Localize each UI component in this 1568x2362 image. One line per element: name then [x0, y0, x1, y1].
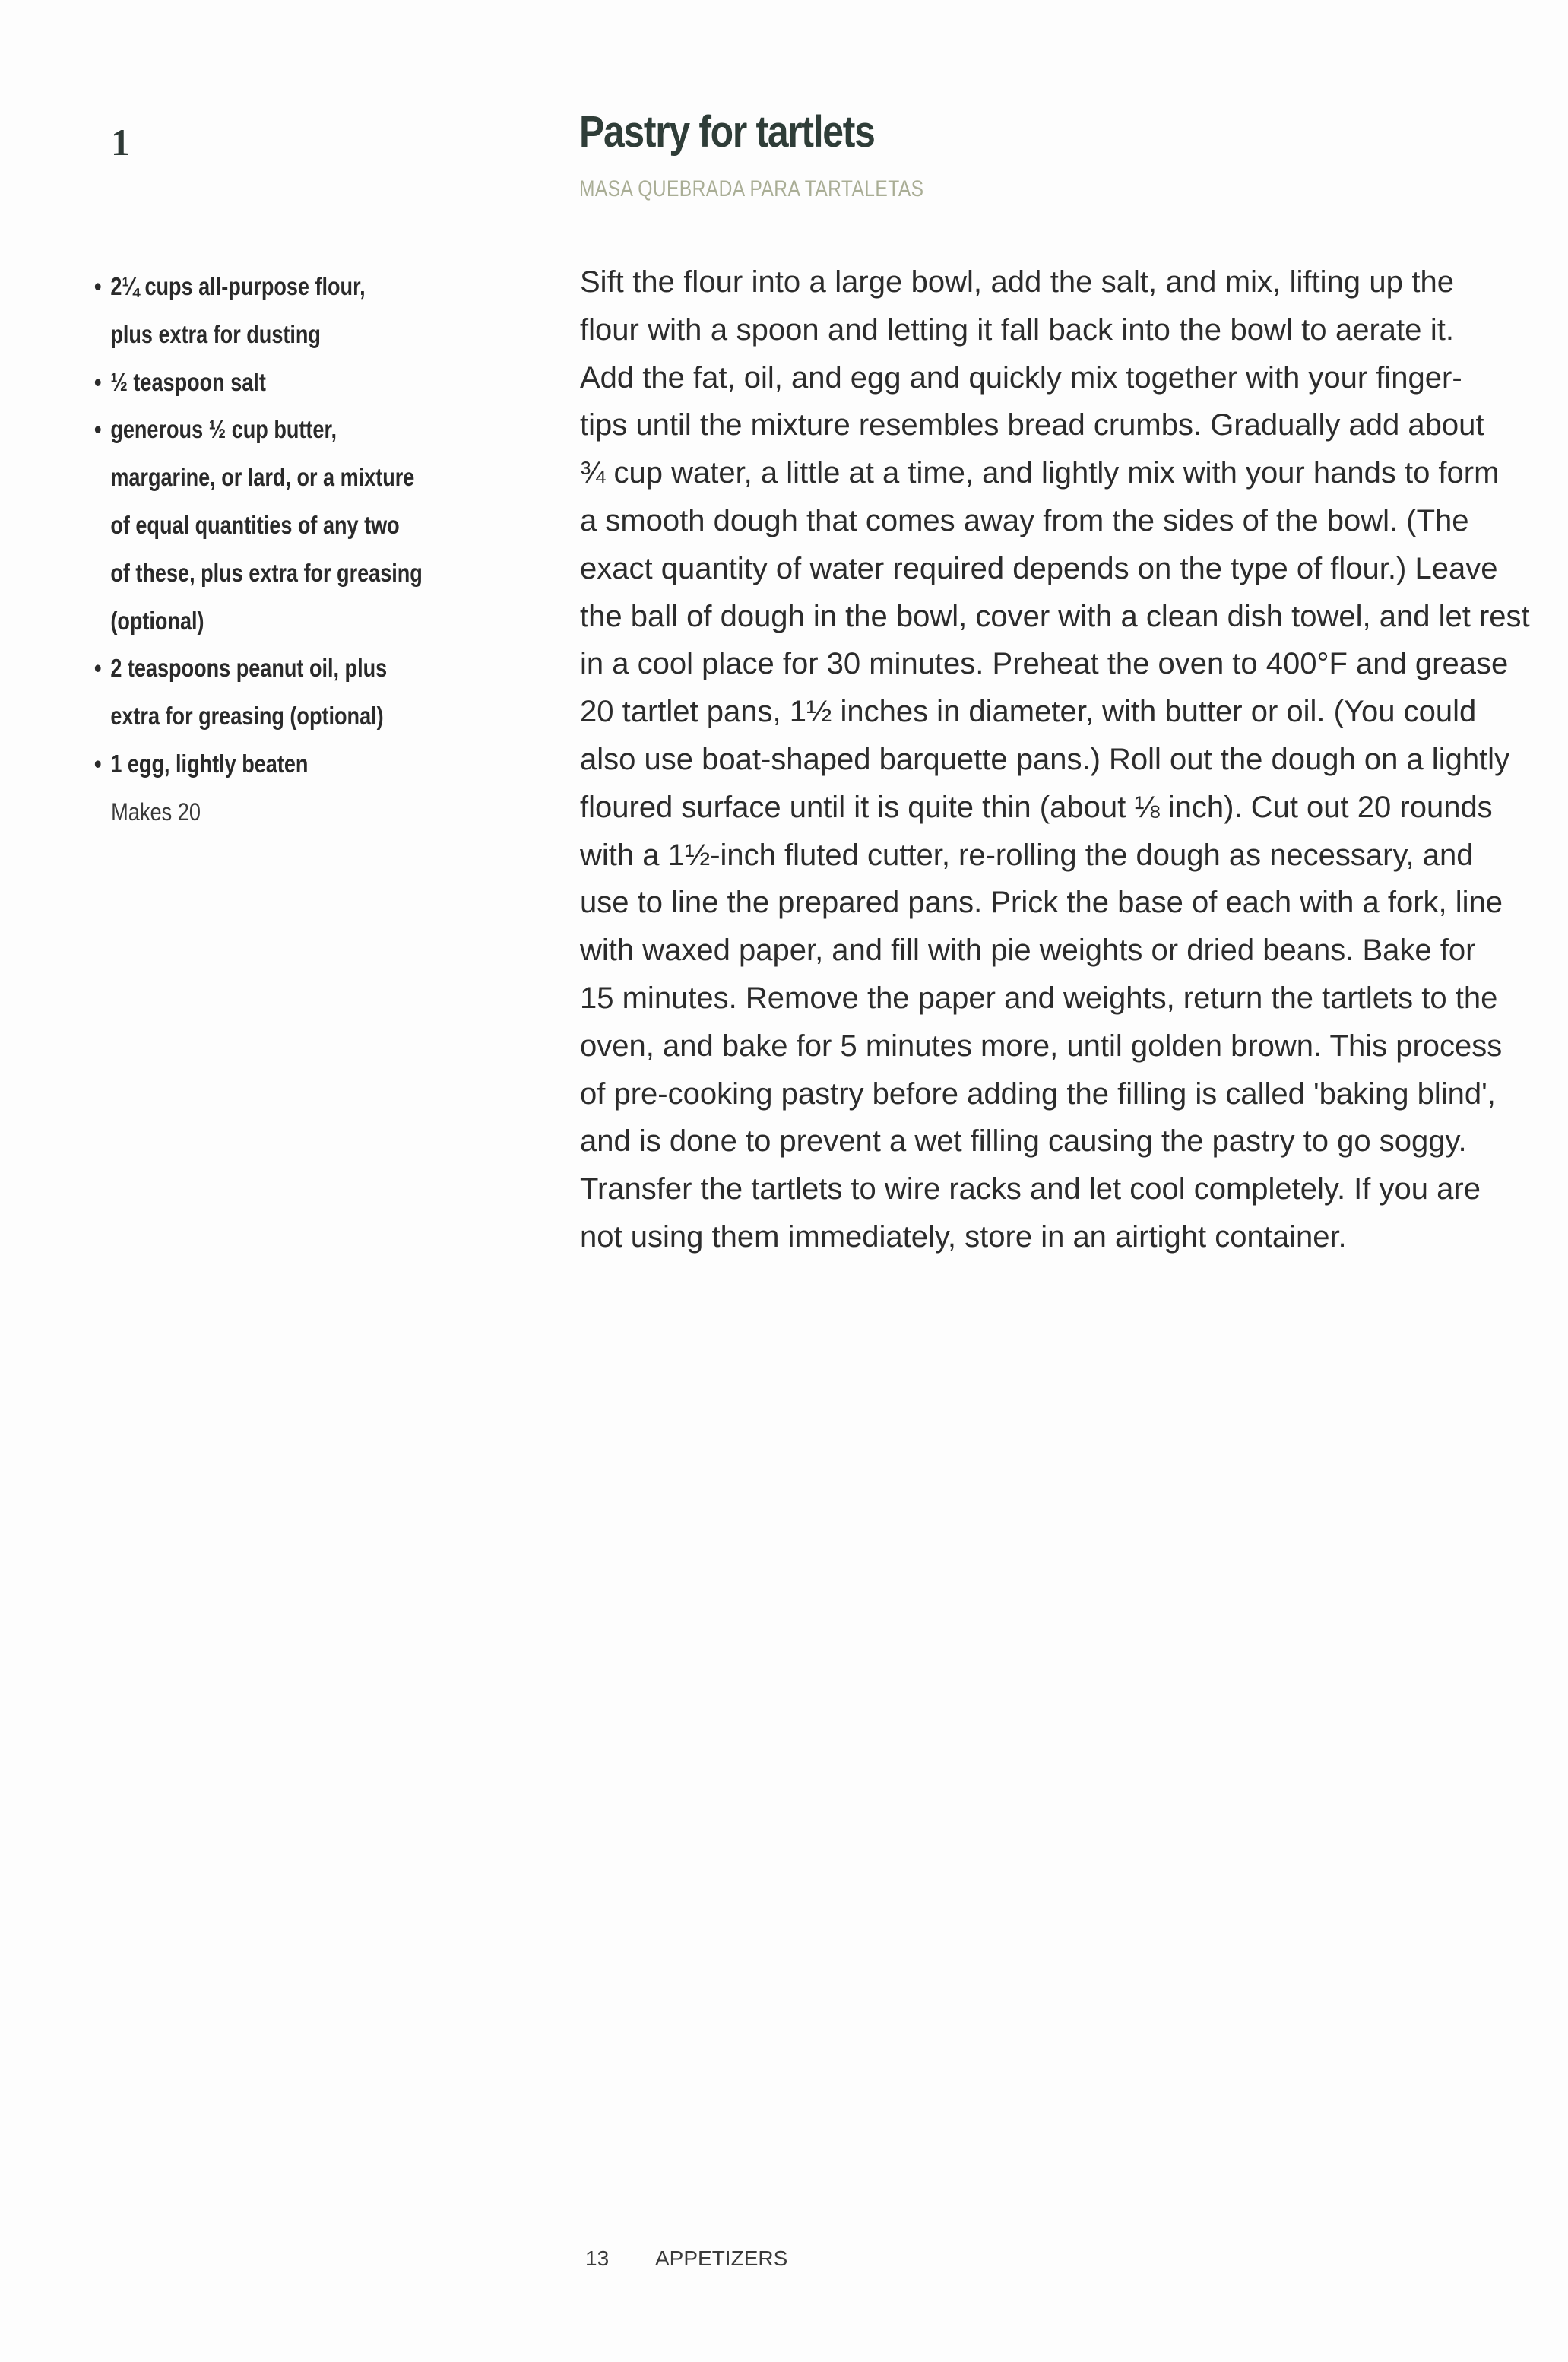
method-line: Transfer the tartlets to wire racks and let cool completely. If you are — [580, 1172, 1481, 1206]
method-line: with waxed paper, and fill with pie weights or dried beans. Bake for — [580, 934, 1476, 968]
ingredient-text: 2¼ cups all-purpose flour, — [110, 272, 366, 300]
ingredient-text: extra for greasing (optional) — [110, 702, 384, 731]
method-line: and is done to prevent a wet filling causing the pastry to go soggy. — [580, 1124, 1467, 1159]
recipe-yield: Makes 20 — [111, 797, 201, 826]
ingredient-line — [94, 550, 443, 598]
method-line: oven, and bake for 5 minutes more, until golden brown. This process — [580, 1029, 1503, 1063]
chapter-number: 1 — [111, 121, 130, 163]
page-number: 13 — [585, 2246, 610, 2270]
method-line: floured surface until it is quite thin (about ⅛ inch). Cut out 20 rounds — [580, 790, 1493, 824]
recipe-subtitle: MASA QUEBRADA PARA TARTALETAS — [579, 176, 924, 201]
ingredient-text: plus extra for dusting — [110, 319, 321, 348]
ingredient-text: margarine, or lard, or a mixture — [110, 463, 415, 492]
method-line: Sift the flour into a large bowl, add the salt, and mix, lifting up the — [580, 265, 1454, 299]
ingredient-line — [94, 359, 443, 407]
method-line: 15 minutes. Remove the paper and weights, return the tartlets to the — [580, 981, 1498, 1015]
ingredient-text: of equal quantities of any two — [110, 510, 400, 539]
bullet-icon: • — [94, 415, 102, 444]
ingredient-line — [94, 502, 443, 550]
ingredient-line — [94, 740, 443, 788]
recipe-title: Pastry for tartlets — [579, 107, 875, 157]
method-line: of pre-cooking pastry before adding the filling is called 'baking blind', — [580, 1076, 1496, 1111]
ingredient-line — [94, 693, 443, 740]
bullet-icon: • — [94, 367, 102, 396]
method-line: use to line the prepared pans. Prick the base of each with a fork, line — [580, 886, 1503, 920]
ingredient-line — [94, 263, 443, 311]
ingredient-text: of these, plus extra for greasing — [110, 558, 423, 587]
ingredient-line — [94, 645, 443, 693]
method-line: a smooth dough that comes away from the sides of the bowl. (The — [580, 503, 1469, 537]
bullet-icon: • — [94, 272, 102, 300]
method-line: flour with a spoon and letting it fall back into the bowl to aerate it. — [580, 312, 1454, 347]
ingredient-line — [94, 311, 443, 359]
method-line: in a cool place for 30 minutes. Preheat the oven to 400°F and grease — [580, 647, 1509, 681]
ingredient-text: ½ teaspoon salt — [110, 367, 266, 396]
ingredient-text: (optional) — [110, 606, 204, 635]
method-line: Add the fat, oil, and egg and quickly mix together with your finger- — [580, 360, 1462, 395]
ingredient-text: generous ½ cup butter, — [110, 415, 337, 444]
method-line: exact quantity of water required depends on the type of flour.) Leave — [580, 551, 1498, 585]
method-text — [580, 258, 1530, 1261]
ingredient-line — [94, 454, 443, 502]
ingredients-list — [94, 263, 520, 836]
ingredient-line — [94, 598, 443, 645]
ingredient-line — [94, 406, 443, 454]
ingredient-text: 2 teaspoons peanut oil, plus — [110, 654, 388, 683]
ingredient-text: 1 egg, lightly beaten — [110, 749, 309, 778]
section-name: APPETIZERS — [655, 2246, 788, 2270]
method-line: tips until the mixture resembles bread crumbs. Gradually add about — [580, 408, 1484, 442]
bullet-icon: • — [94, 654, 102, 683]
method-line: not using them immediately, store in an airtight container. — [580, 1219, 1347, 1254]
method-line: with a 1½-inch fluted cutter, re-rolling the dough as necessary, and — [580, 838, 1474, 872]
method-line: 20 tartlet pans, 1½ inches in diameter, with butter or oil. (You could — [580, 695, 1477, 729]
method-line: also use boat-shaped barquette pans.) Roll out the dough on a lightly — [580, 742, 1510, 776]
bullet-icon: • — [94, 749, 102, 778]
method-line: ¾ cup water, a little at a time, and lightly mix with your hands to form — [580, 456, 1500, 490]
method-line: the ball of dough in the bowl, cover with a clean dish towel, and let rest — [580, 599, 1530, 633]
